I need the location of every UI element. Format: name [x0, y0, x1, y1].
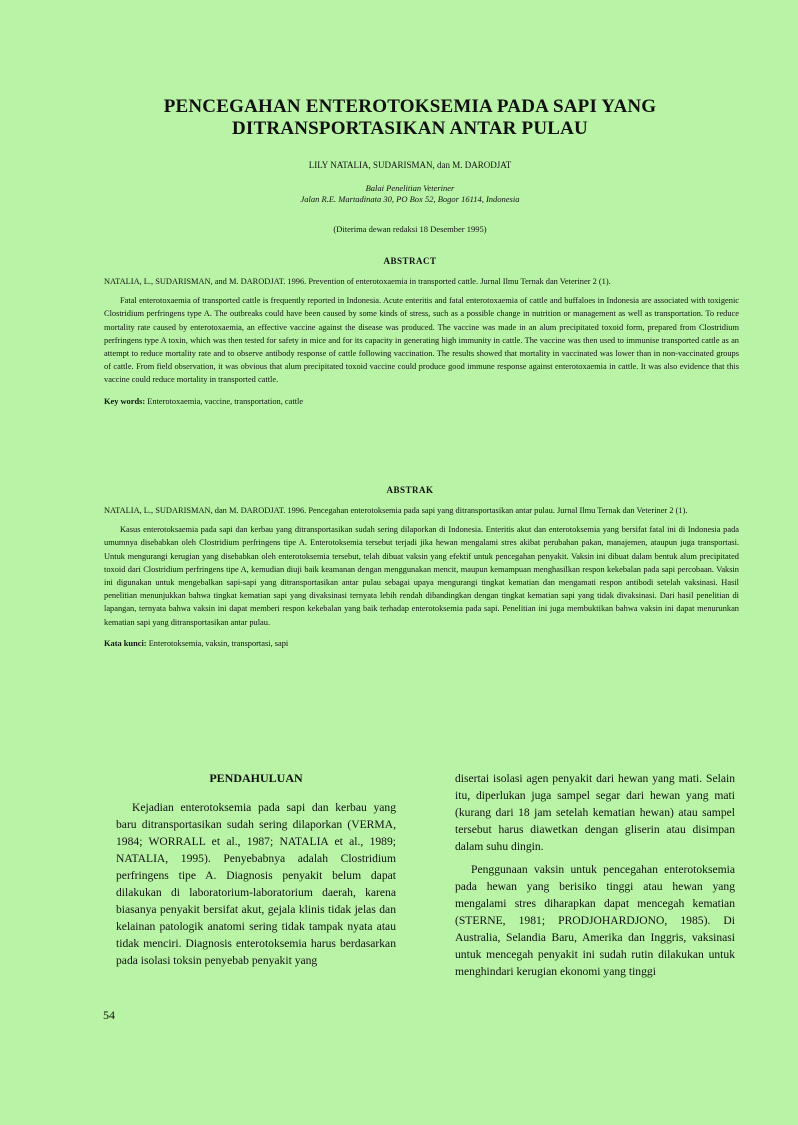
intro-paragraph-2: disertai isolasi agen penyakit dari hewan yang mati. Selain itu, diperlukan juga sampel segar dari hewan yang mati (kurang dari 18 jam setelah kematian hewan) atau sampel tersebut harus diawetkan dengan gliserin atau disimpan dalam suhu dingin. — [455, 772, 735, 853]
abstrak-citation: NATALIA, L., SUDARISMAN, dan M. DARODJAT. 1996. Pencegahan enterotoksemia pada sapi yang ditransportasikan antar pulau. Jurnal Ilmu Ternak dan Veteriner 2 (1). — [104, 506, 688, 515]
page-number: 54 — [103, 1008, 115, 1022]
abstrak-section — [104, 504, 739, 650]
title-line-2: DITRANSPORTASIKAN ANTAR PULAU — [232, 118, 588, 139]
abstract-section — [104, 275, 739, 408]
abstrak-keywords — [104, 637, 739, 650]
abstrak-keywords-label: Kata kunci: — [104, 638, 147, 648]
received-date: (Diterima dewan redaksi 18 Desember 1995) — [333, 224, 487, 234]
article-title — [100, 96, 720, 140]
abstract-citation: NATALIA, L., SUDARISMAN, and M. DARODJAT. 1996. Prevention of enterotoxaemia in transported cattle. Jurnal Ilmu Ternak dan Veteriner 2 (1). — [104, 277, 611, 286]
abstrak-keywords-value: Enterotoksemia, vaksin, transportasi, sapi — [148, 638, 289, 648]
author-list: LILY NATALIA, SUDARISMAN, dan M. DARODJAT — [308, 160, 512, 170]
abstract-keywords — [104, 395, 739, 408]
intro-heading: PENDAHULUAN — [209, 771, 303, 785]
intro-paragraph-3: Penggunaan vaksin untuk pencegahan enterotoksemia pada hewan yang berisiko tinggi atau hewan yang mengalami stres diharapkan dapat mencegah kematian (STERNE, 1981; PRODJOHARDJONO, 1985). Di Australia, Selandia Baru, Amerika dan Inggris, vaksinasi untuk mencegah penyakit ini sudah rutin dilakukan untuk menghindari kerugian ekonomi yang tinggi — [455, 863, 735, 978]
affiliation-address: Jalan R.E. Martadinata 30, PO Box 52, Bogor 16114, Indonesia — [300, 194, 520, 204]
abstrak-body: Kasus enterotoksaemia pada sapi dan kerbau yang ditransportasikan sudah sering dilaporkan di Indonesia. Enteritis akut dan enterotoksemia yang bersifat fatal ini di Indonesia pada umumnya disebabkan oleh Clostridium perfringens tipe A. Enterotoksemia tersebut terjadi jika hewan mengalami stres akibat perubahan pakan, manajemen, ataupun juga transportasi. Untuk mengurangi kerugian yang disebabkan oleh enterotoksemia tersebut, telah dibuat vaksin yang efektif untuk pencegahan penyakit. Vaksin ini dibuat dalam bentuk alum precipitated toxoid dari Clostridium perfringens tipe A, kemudian diuji baik keamanan dengan menggunakan mencit, maupun kemampuan menghasilkan respon kekebalan pada sapi percobaan. Vaksin ini digunakan untuk mengebalkan sapi-sapi yang ditransportasikan antar pulau sebagai upaya mengurangi tingkat kematian dan mengamati respon antibodi setelah vaksinasi. Hasil penelitian menunjukkan bahwa tingkat kematian sapi yang divaksinasi ternyata lebih rendah dibandingkan dengan tingkat kematian sapi yang tidak divaksinasi. Dari hasil penelitian di lapangan, ternyata bahwa vaksin ini dapat memberi respon kekebalan yang baik terhadap enterotoksemia pada sapi. Penelitian ini juga membuktikan bahwa vaksin ini dapat menurunkan kematian sapi yang ditransportasikan antar pulau. — [104, 525, 739, 627]
title-line-1: PENCEGAHAN ENTEROTOKSEMIA PADA SAPI YANG — [163, 96, 657, 117]
abstract-heading: ABSTRACT — [383, 256, 437, 266]
affiliation-institution: Balai Penelitian Veteriner — [365, 183, 455, 193]
body-column-left — [116, 770, 396, 969]
affiliation — [100, 183, 720, 205]
abstract-body: Fatal enterotoxaemia of transported cattle is frequently reported in Indonesia. Acute enteritis and fatal enterotoxaemia of cattle and buffaloes in Indonesia are associated with toxigenic Clostridium perfringens type A. The outbreaks could have been caused by some kinds of stress, such as a possible change in nutrition or management as well as transportation. To reduce mortality rate caused by enterotoxaemia, an effective vaccine against the disease was produced. The vaccine was made in an alum precipitated toxoid form, prepared from Clostridium perfringens type A toxin, which was then tested for safety in mice and for its capacity in generating high immunity in cattle. The vaccine was then used to immunise transported cattle as an attempt to reduce mortality rate and to observe antibody response of cattle following vaccination. The results showed that mortality in vaccinated was lower than in non-vaccinated groups of cattle. From field observation, it was obvious that alum precipitated toxoid vaccine could produce good immune response against enterotoxaemia in cattle. It was also evidence that this vaccine could reduce mortality in transported cattle. — [104, 296, 739, 385]
body-column-right — [455, 770, 735, 980]
abstract-keywords-value: Enterotoxaemia, vaccine, transportation, cattle — [147, 396, 304, 406]
intro-paragraph-1: Kejadian enterotoksemia pada sapi dan kerbau yang baru ditransportasikan sudah sering dilaporkan (VERMA, 1984; WORRALL et al., 1987; NATALIA et al., 1989; NATALIA, 1995). Penyebabnya adalah Clostridium perfringens tipe A. Diagnosis penyakit belum dapat dilakukan di laboratorium-laboratorium daerah, karena biasanya penyakit bersifat akut, gejala klinis tidak jelas dan kelainan patologik anatomi sering tidak tampak nyata atau tidak menciri. Diagnosis enterotoksemia harus berdasarkan pada isolasi toksin penyebab penyakit yang — [116, 801, 396, 967]
abstrak-heading: ABSTRAK — [386, 485, 434, 495]
abstract-keywords-label: Key words: — [104, 396, 146, 406]
